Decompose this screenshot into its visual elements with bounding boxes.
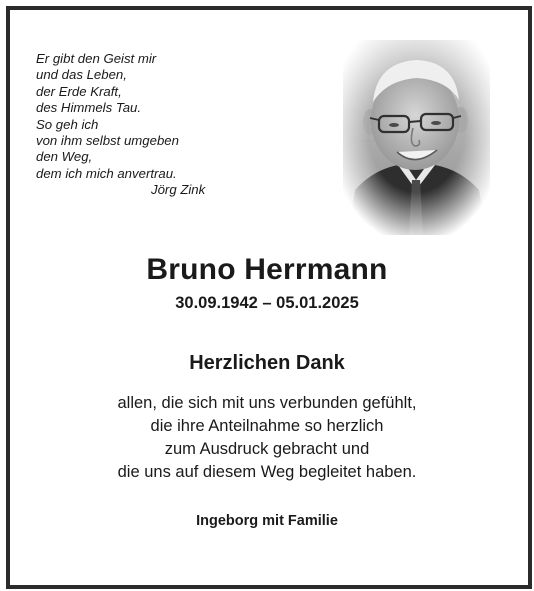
poem-line: So geh ich xyxy=(36,116,99,132)
thanks-text xyxy=(0,392,534,484)
poem-line: der Erde Kraft, xyxy=(36,83,122,99)
thanks-line: die ihre Anteilnahme so herzlich xyxy=(150,417,384,435)
poem-line: und das Leben, xyxy=(36,67,127,83)
poem-line: Er gibt den Geist mir xyxy=(36,51,157,66)
deceased-name: Bruno Herrmann xyxy=(146,253,388,286)
portrait-photo xyxy=(343,40,490,235)
thanks-line: die uns auf diesem Weg begleitet haben. xyxy=(117,463,417,481)
life-dates: 30.09.1942 – 05.01.2025 xyxy=(175,294,359,312)
thanks-line: allen, die sich mit uns verbunden gefühlt, xyxy=(117,394,417,412)
poem-line: dem ich mich anvertrau. xyxy=(36,165,177,181)
thanks-line: zum Ausdruck gebracht und xyxy=(164,440,370,458)
poem-author: Jörg Zink xyxy=(151,182,206,198)
thanks-title: Herzlichen Dank xyxy=(189,352,345,374)
poem-line: des Himmels Tau. xyxy=(36,100,142,116)
poem xyxy=(36,51,236,199)
poem-line: den Weg, xyxy=(36,149,93,165)
poem-line: von ihm selbst umgeben xyxy=(36,133,179,149)
signature: Ingeborg mit Familie xyxy=(196,513,338,529)
